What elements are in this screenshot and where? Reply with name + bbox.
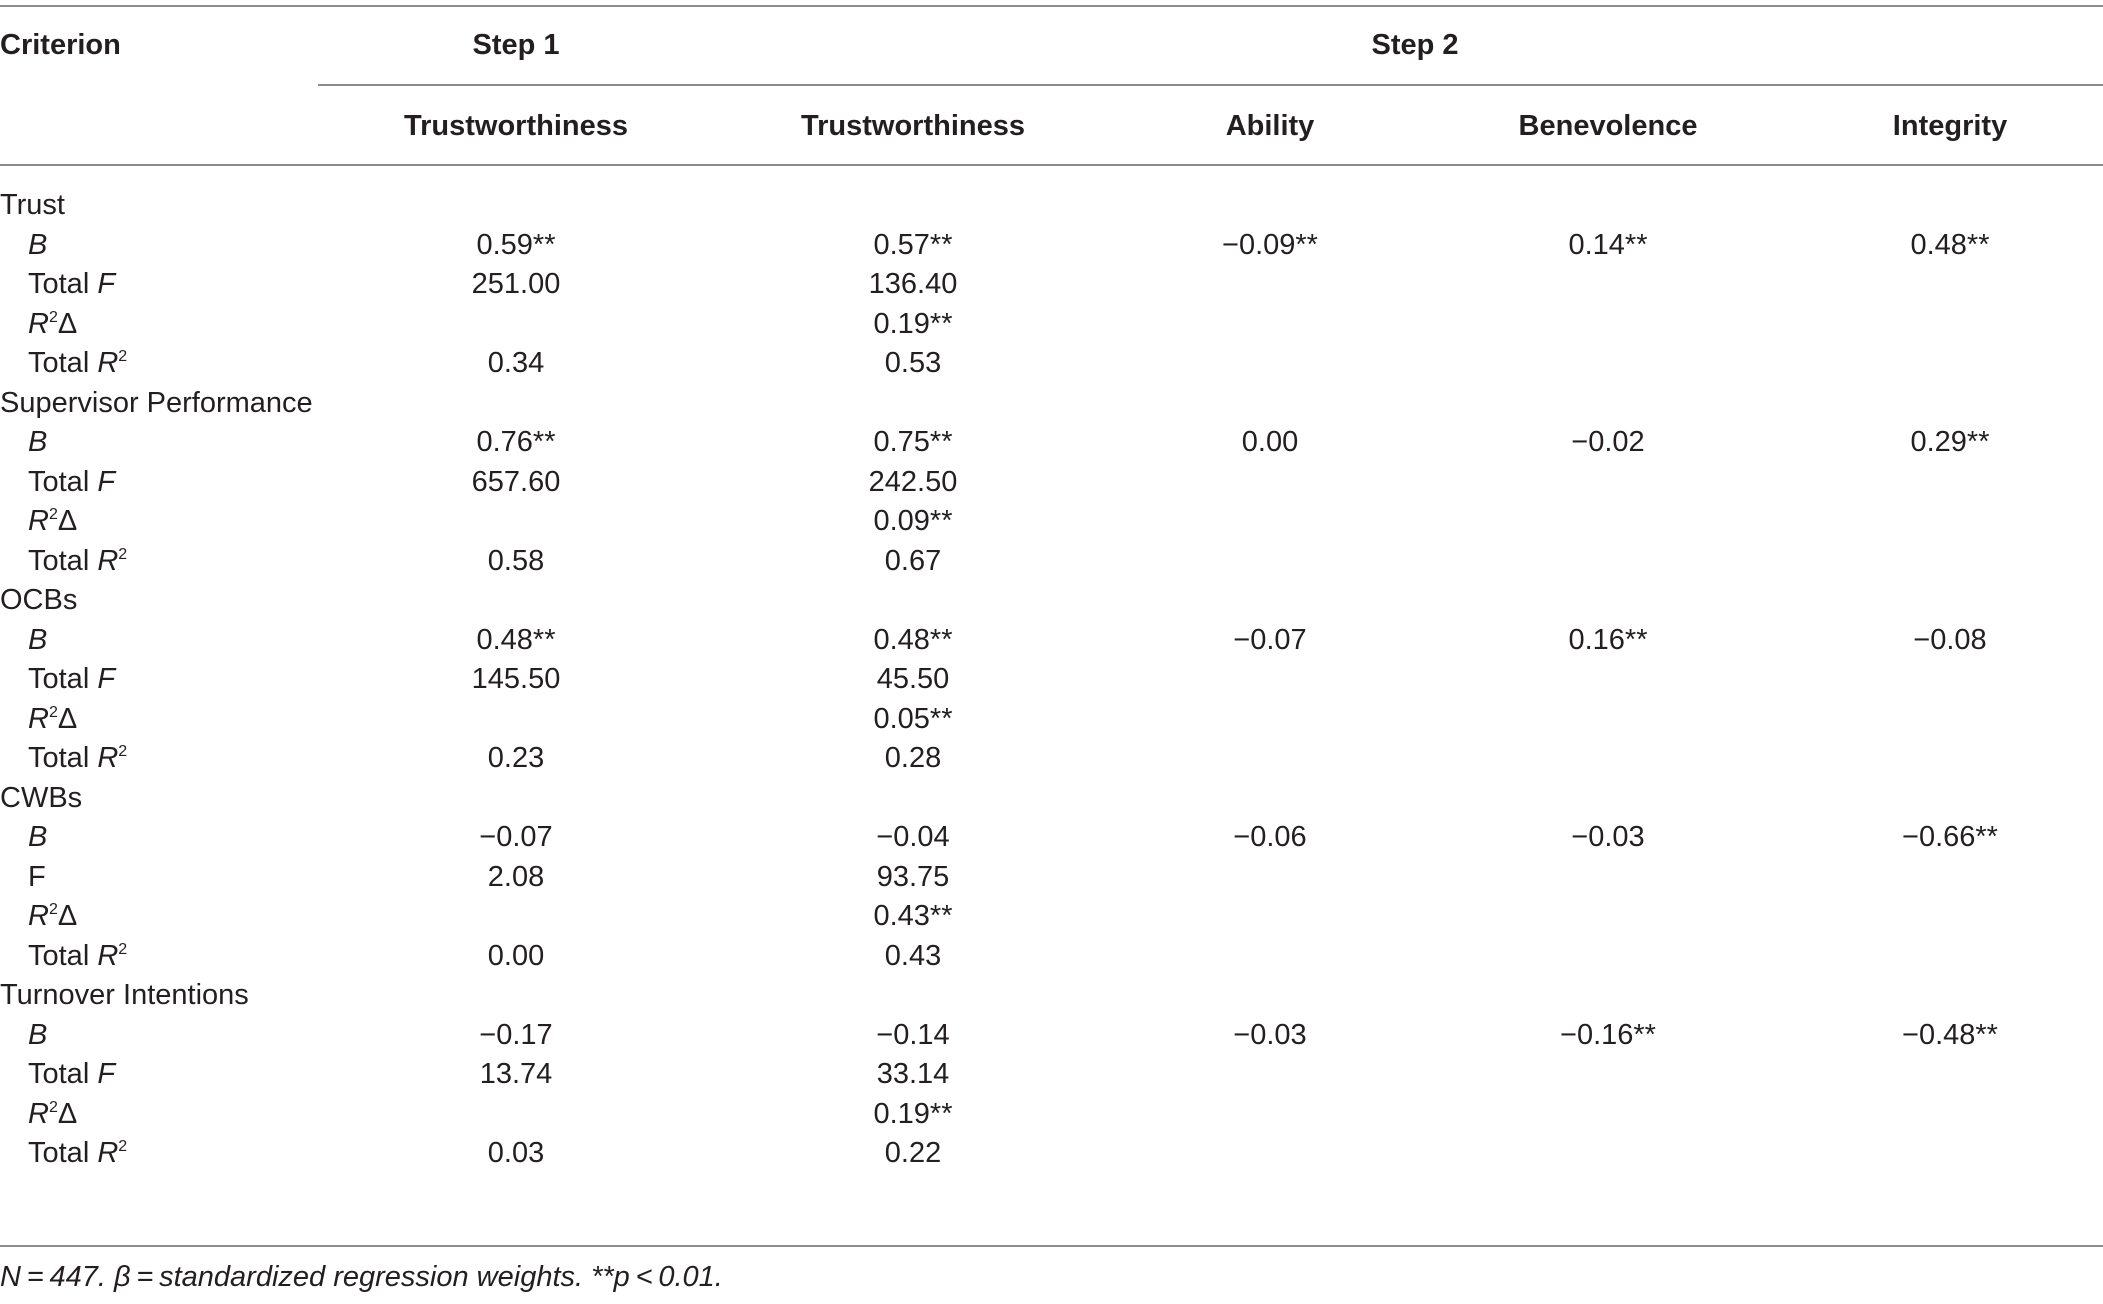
table-cell: 0.48** [476,624,556,656]
table-cell: 0.03 [487,1137,545,1169]
table-cell: 0.76** [476,426,556,458]
table-cell: −0.04 [876,821,950,853]
table-cell: −0.03 [1233,1019,1307,1051]
row-label: B [28,624,48,656]
row-label: Total F [28,1058,116,1090]
criterion-header: Criterion [0,29,121,61]
row-label: Total F [28,466,116,498]
table-cell: 0.53 [884,347,942,379]
table-cell: 0.48** [1910,229,1990,261]
row-label: $R^2\Delta$ [28,1098,78,1130]
table-cell: −0.14 [876,1019,950,1051]
table-cell: 657.60 [471,466,561,498]
step2-header: Step 2 [1371,29,1459,61]
table-cell: 13.74 [479,1058,553,1090]
row-label: B [28,426,48,458]
row-label: Total F [28,663,116,695]
table-cell: −0.17 [479,1019,553,1051]
column-header: Ability [1225,110,1315,142]
table-cell: 242.50 [868,466,958,498]
row-label: B [28,229,48,261]
table-cell: −0.07 [479,821,553,853]
table-cell: 0.16** [1568,624,1648,656]
row-label: Total $R^2$ [28,347,128,379]
table-cell: 0.43** [873,900,953,932]
table-cell: −0.06 [1233,821,1307,853]
column-header: Trustworthiness [404,110,628,142]
step1-header: Step 1 [472,29,560,61]
table-cell: −0.02 [1571,426,1645,458]
table-cell: −0.66** [1902,821,1998,853]
row-label: F [28,861,46,893]
table-cell: 0.14** [1568,229,1648,261]
row-label: Total $R^2$ [28,545,128,577]
table-cell: 0.34 [487,347,545,379]
table-cell: 0.75** [873,426,953,458]
table-cell: 33.14 [876,1058,950,1090]
table-cell: 0.19** [873,1098,953,1130]
row-label: B [28,1019,48,1051]
table-cell: 0.00 [1241,426,1299,458]
table-cell: −0.09** [1222,229,1318,261]
row-label: $R^2\Delta$ [28,505,78,537]
table-cell: 0.29** [1910,426,1990,458]
row-label: Total $R^2$ [28,940,128,972]
row-label: Total $R^2$ [28,1137,128,1169]
table-cell: 136.40 [868,268,958,300]
criterion-group-label: Turnover Intentions [0,979,249,1011]
row-label: $R^2\Delta$ [28,900,78,932]
table-cell: 0.23 [487,742,545,774]
row-label: B [28,821,48,853]
criterion-group-label: Supervisor Performance [0,387,313,419]
table-cell: 0.67 [884,545,942,577]
criterion-group-label: CWBs [0,782,83,814]
table-cell: 0.48** [873,624,953,656]
top-rule [0,5,2103,7]
table-cell: 0.59** [476,229,556,261]
criterion-group-label: OCBs [0,584,78,616]
column-header: Trustworthiness [801,110,1025,142]
table-cell: 0.05** [873,703,953,735]
table-cell: −0.03 [1571,821,1645,853]
criterion-group-label: Trust [0,189,65,221]
bottom-rule [0,1245,2103,1247]
table-cell: 251.00 [471,268,561,300]
table-cell: 0.19** [873,308,953,340]
row-label: Total $R^2$ [28,742,128,774]
table-cell: 0.22 [884,1137,942,1169]
row-label: $R^2\Delta$ [28,308,78,340]
column-header: Integrity [1892,110,2008,142]
table-cell: 0.57** [873,229,953,261]
table-cell: 2.08 [487,861,545,893]
header-rule [0,164,2103,166]
table-cell: 93.75 [876,861,950,893]
table-note: N = 447. β = standardized regression weights. **p < 0.01. [0,1261,723,1293]
table-cell: 145.50 [471,663,561,695]
column-header: Benevolence [1518,110,1698,142]
table-cell: 0.43 [884,940,942,972]
row-label: Total F [28,268,116,300]
table-cell: 0.09** [873,505,953,537]
table-cell: −0.48** [1902,1019,1998,1051]
table-cell: 0.58 [487,545,545,577]
row-label: $R^2\Delta$ [28,703,78,735]
table-cell: −0.08 [1913,624,1987,656]
table-cell: 0.28 [884,742,942,774]
table-cell: −0.16** [1560,1019,1656,1051]
step-rule [318,84,2103,86]
table-cell: −0.07 [1233,624,1307,656]
table-cell: 0.00 [487,940,545,972]
table-cell: 45.50 [876,663,950,695]
